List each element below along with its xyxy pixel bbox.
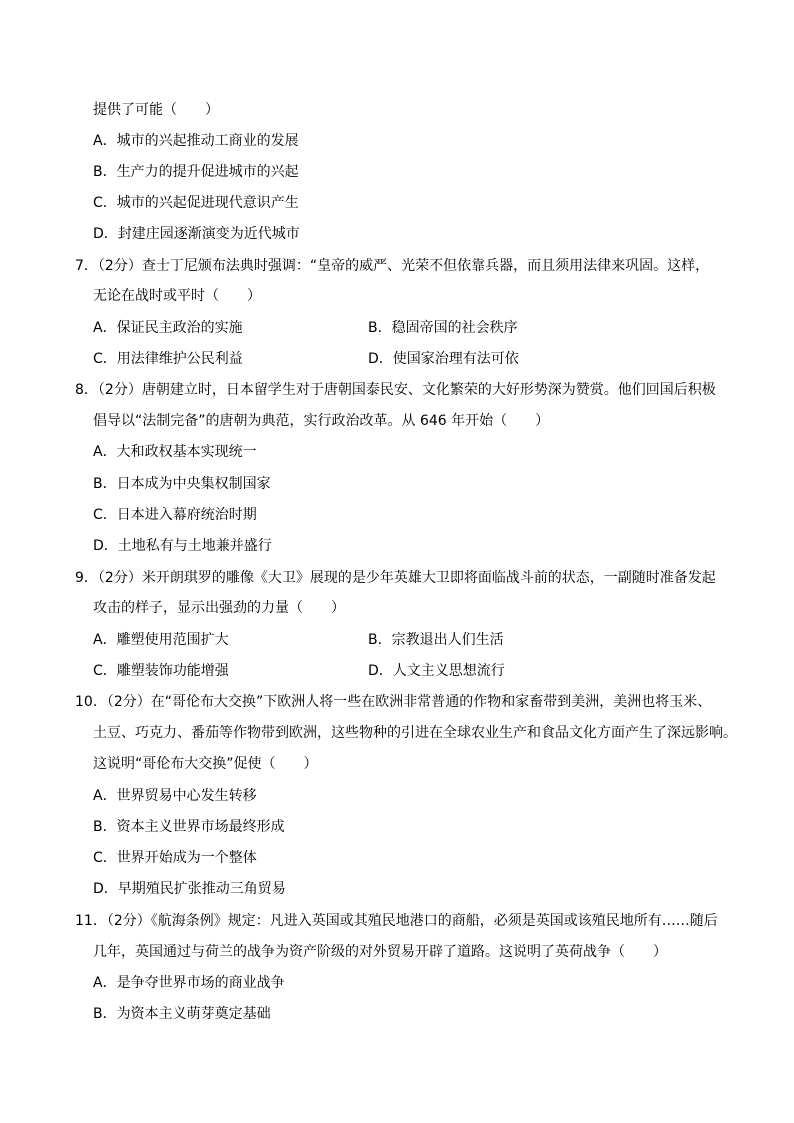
- q8-option-d: D．土地私有与土地兼并盛行: [93, 538, 272, 554]
- q7-stem-line2: 无论在战时或平时（ ）: [93, 288, 261, 304]
- q7-option-a: A．保证民主政治的实施: [93, 320, 243, 336]
- q7-stem-line1: 7．（2分）查士丁尼颁布法典时强调：“皇帝的威严、光荣不但依靠兵器，而且须用法律来巩固。这样，: [75, 258, 710, 274]
- q11-stem-line1: 11．（2分）《航海条例》规定：凡进入英国或其殖民地港口的商船，必须是英国或该殖民地所有……随后: [75, 913, 718, 929]
- q6-option-a: A．城市的兴起推动工商业的发展: [93, 133, 299, 149]
- q9-option-d: D．人文主义思想流行: [368, 663, 505, 679]
- q9-stem-line2: 攻击的样子，显示出强劲的力量（ ）: [93, 600, 345, 616]
- q8-stem-line1: 8．（2分）唐朝建立时，日本留学生对于唐朝国泰民安、文化繁荣的大好形势深为赞赏。他们回国后积极: [75, 382, 716, 398]
- q9-option-c: C．雕塑装饰功能增强: [93, 663, 229, 679]
- q6-option-d: D．封建庄园逐渐演变为近代城市: [93, 226, 300, 242]
- q8-stem-line2: 倡导以“法制完备”的唐朝为典范，实行政治改革。从 646 年开始（ ）: [93, 413, 550, 429]
- q8-option-a: A．大和政权基本实现统一: [93, 444, 257, 460]
- q10-option-c: C．世界开始成为一个整体: [93, 850, 257, 866]
- q9-option-b: B．宗教退出人们生活: [368, 632, 504, 648]
- q11-option-a: A．是争夺世界市场的商业战争: [93, 975, 285, 991]
- q10-stem-line2: 土豆、巧克力、番茄等作物带到欧洲，这些物种的引进在全球农业生产和食品文化方面产生了深远影响。: [93, 725, 737, 741]
- q8-option-c: C．日本进入幕府统治时期: [93, 507, 257, 523]
- q8-option-b: B．日本成为中央集权制国家: [93, 476, 271, 492]
- q11-stem-line2: 几年，英国通过与荷兰的战争为资产阶级的对外贸易开辟了道路。这说明了英荷战争（ ）: [93, 944, 667, 960]
- q10-option-d: D．早期殖民扩张推动三角贸易: [93, 881, 286, 897]
- q9-stem-line1: 9．（2分）米开朗琪罗的雕像《大卫》展现的是少年英雄大卫即将面临战斗前的状态，一副随时准备发起: [75, 570, 716, 586]
- q10-option-a: A．世界贸易中心发生转移: [93, 788, 257, 804]
- q7-option-d: D．使国家治理有法可依: [368, 351, 519, 367]
- q7-option-c: C．用法律维护公民利益: [93, 351, 243, 367]
- q11-option-b: B．为资本主义萌芽奠定基础: [93, 1006, 271, 1022]
- q10-stem-line1: 10．（2分）在“哥伦布大交换”下欧洲人将一些在欧洲非常普通的作物和家畜带到美洲，美洲也将玉米、: [75, 694, 712, 710]
- q6-stem-tail: 提供了可能（ ）: [93, 102, 219, 118]
- q6-option-b: B．生产力的提升促进城市的兴起: [93, 164, 299, 180]
- q10-stem-line3: 这说明“哥伦布大交换”促使（ ）: [93, 756, 318, 772]
- q10-option-b: B．资本主义世界市场最终形成: [93, 819, 285, 835]
- q9-option-a: A．雕塑使用范围扩大: [93, 632, 229, 648]
- q6-option-c: C．城市的兴起促进现代意识产生: [93, 195, 299, 211]
- q7-option-b: B．稳固帝国的社会秩序: [368, 320, 518, 336]
